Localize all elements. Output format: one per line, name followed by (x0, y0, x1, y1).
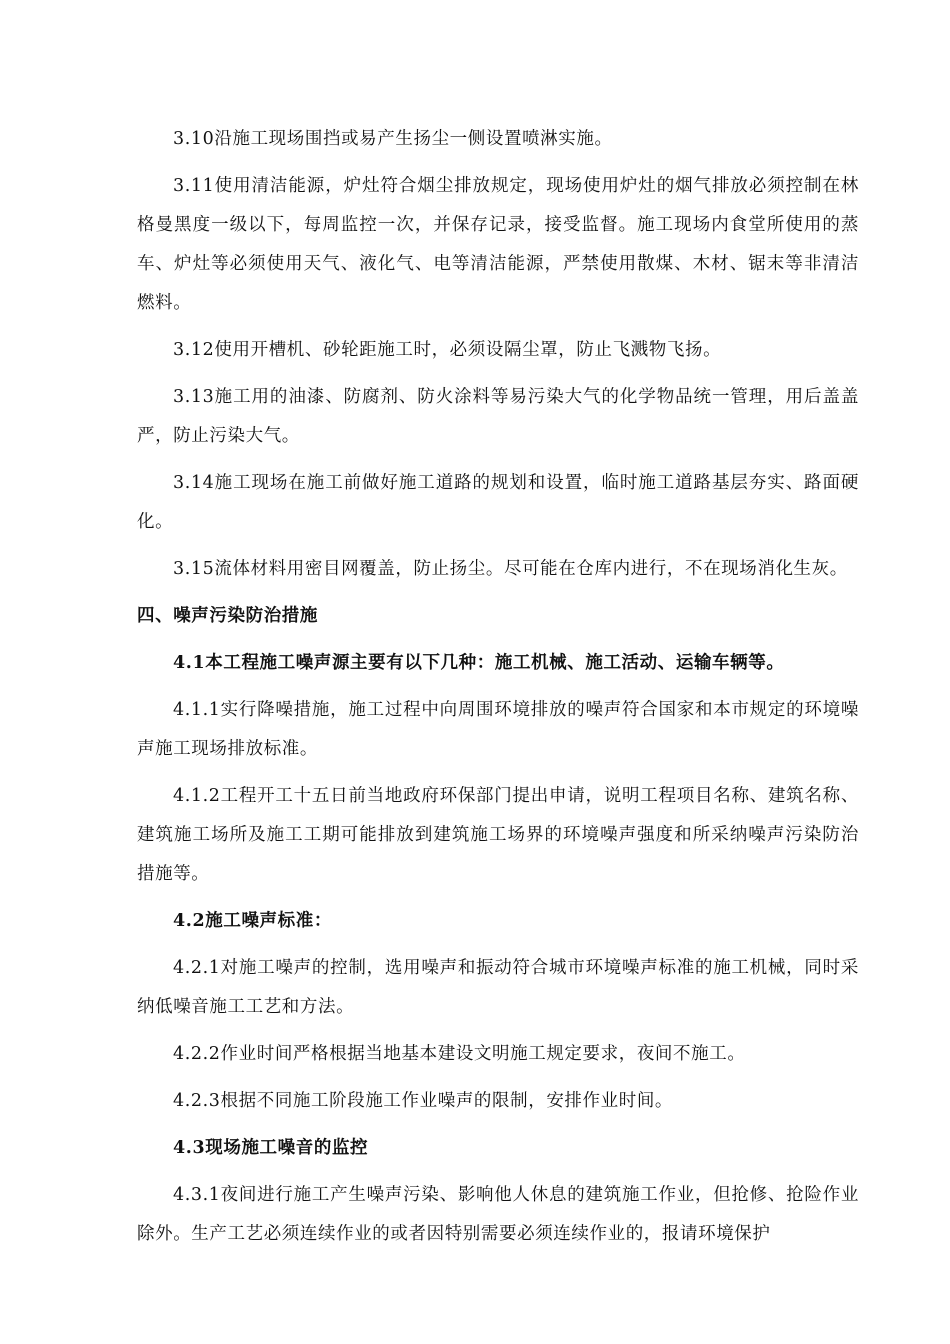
paragraph-3-13: 3.13施工用的油漆、防腐剂、防火涂料等易污染大气的化学物品统一管理，用后盖盖严，防止污染大气。 (137, 387, 859, 446)
paragraph-4-1-2: 4.1.2工程开工十五日前当地政府环保部门提出申请，说明工程项目名称、建筑名称、建筑施工场所及施工工期可能排放到建筑施工场界的环境噪声强度和所采纳噪声污染防治措施等。 (137, 786, 859, 884)
paragraph-3-11: 3.11使用清洁能源，炉灶符合烟尘排放规定，现场使用炉灶的烟气排放必须控制在林格曼黑度一级以下，每周监控一次，并保存记录，接受监督。施工现场内食堂所使用的蒸车、炉灶等必须使用天气、液化气、电等清洁能源，严禁使用散煤、木材、锯末等非清洁燃料。 (137, 176, 859, 313)
paragraph-4-2-3: 4.2.3根据不同施工阶段施工作业噪声的限制，安排作业时间。 (173, 1091, 674, 1111)
paragraph-4-2-2: 4.2.2作业时间严格根据当地基本建设文明施工规定要求，夜间不施工。 (173, 1044, 746, 1064)
document-body (137, 120, 859, 1262)
paragraph-4-2-1: 4.2.1对施工噪声的控制，选用噪声和振动符合城市环境噪声标准的施工机械，同时采纳低噪音施工工艺和方法。 (137, 958, 859, 1017)
paragraph-3-12: 3.12使用开槽机、砂轮距施工时，必须设隔尘罩，防止飞溅物飞扬。 (173, 340, 722, 360)
paragraph-3-14: 3.14施工现场在施工前做好施工道路的规划和设置，临时施工道路基层夯实、路面硬化。 (137, 473, 859, 532)
paragraph-4-3-1: 4.3.1夜间进行施工产生噪声污染、影响他人休息的建筑施工作业，但抢修、抢险作业除外。生产工艺必须连续作业的或者因特别需要必须连续作业的，报请环境保护 (137, 1185, 859, 1244)
subheading-4-2: 4.2施工噪声标准： (173, 911, 332, 931)
subheading-4-1: 4.1本工程施工噪声源主要有以下几种：施工机械、施工活动、运输车辆等。 (173, 653, 785, 673)
paragraph-4-1-1: 4.1.1实行降噪措施，施工过程中向周围环境排放的噪声符合国家和本市规定的环境噪声施工现场排放标准。 (137, 700, 859, 759)
paragraph-3-10: 3.10沿施工现场围挡或易产生扬尘一侧设置喷淋实施。 (173, 129, 613, 149)
subheading-4-3: 4.3现场施工噪音的监控 (173, 1138, 369, 1158)
paragraph-3-15: 3.15流体材料用密目网覆盖，防止扬尘。尽可能在仓库内进行，不在现场消化生灰。 (173, 559, 848, 579)
section-heading-4: 四、噪声污染防治措施 (137, 606, 318, 626)
